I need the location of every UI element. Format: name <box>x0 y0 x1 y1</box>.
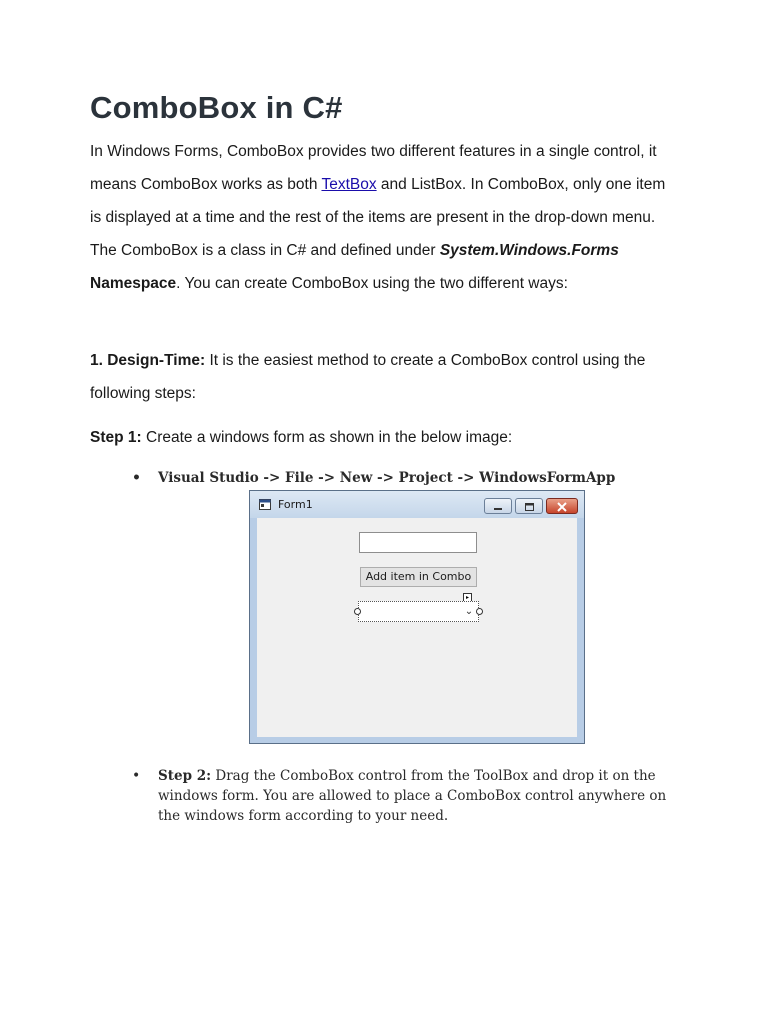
form-combobox[interactable] <box>358 601 479 622</box>
smart-tag-icon[interactable]: ▸ <box>463 593 472 602</box>
chevron-down-icon[interactable]: ⌄ <box>464 606 474 617</box>
page-title: ComboBox in C# <box>90 90 343 125</box>
design-time-label: 1. Design-Time: <box>90 352 206 369</box>
textbox-link[interactable]: TextBox <box>321 176 377 193</box>
maximize-button[interactable] <box>515 498 543 514</box>
design-time-text: It is the easiest method to create a ComboBox control using the following steps: <box>90 352 646 402</box>
form-textbox[interactable] <box>359 532 477 553</box>
list-item: • Visual Studio -> File -> New -> Project -> WindowsFormApp <box>132 470 692 486</box>
form-titlebar <box>250 491 584 518</box>
form-title: Form1 <box>278 498 313 511</box>
step1-label: Step 1: <box>90 429 142 446</box>
namespace-word: Namespace <box>90 275 177 292</box>
form-client-area <box>257 518 577 737</box>
minimize-button[interactable] <box>484 498 512 514</box>
minimize-icon <box>485 500 511 514</box>
form-icon <box>259 499 271 510</box>
intro-text-start: In Windows Forms, ComboBox provides two different features in a single control, it means ComboBox works as both <box>90 143 657 193</box>
intro-text-middle: and ListBox. In ComboBox, only one item is displayed at a time and the rest of the items are present in the drop-down menu. The ComboBox is a class in C# and defined under <box>90 176 666 259</box>
close-button[interactable] <box>546 498 578 514</box>
maximize-icon <box>516 500 542 514</box>
intro-paragraph <box>90 135 680 300</box>
add-item-button[interactable]: Add item in Combo <box>360 567 477 587</box>
design-time-paragraph <box>90 344 680 410</box>
path-bullet-list <box>132 470 692 486</box>
step2-text: Drag the ComboBox control from the ToolBox and drop it on the windows form. You are allowed to place a ComboBox control anywhere on the windows form according to your need. <box>158 768 667 824</box>
step2-label: Step 2: <box>158 768 212 784</box>
intro-text-end: . You can create ComboBox using the two different ways: <box>176 275 568 292</box>
resize-handle-left[interactable] <box>354 608 361 615</box>
form-screenshot <box>249 490 585 744</box>
close-icon <box>547 500 577 514</box>
list-item <box>132 766 692 826</box>
resize-handle-right[interactable] <box>476 608 483 615</box>
step1-text: Create a windows form as shown in the below image: <box>141 429 513 446</box>
step1-paragraph <box>90 421 680 454</box>
step2-bullet-list <box>132 766 692 826</box>
namespace-name: System.Windows.Forms <box>439 242 619 259</box>
